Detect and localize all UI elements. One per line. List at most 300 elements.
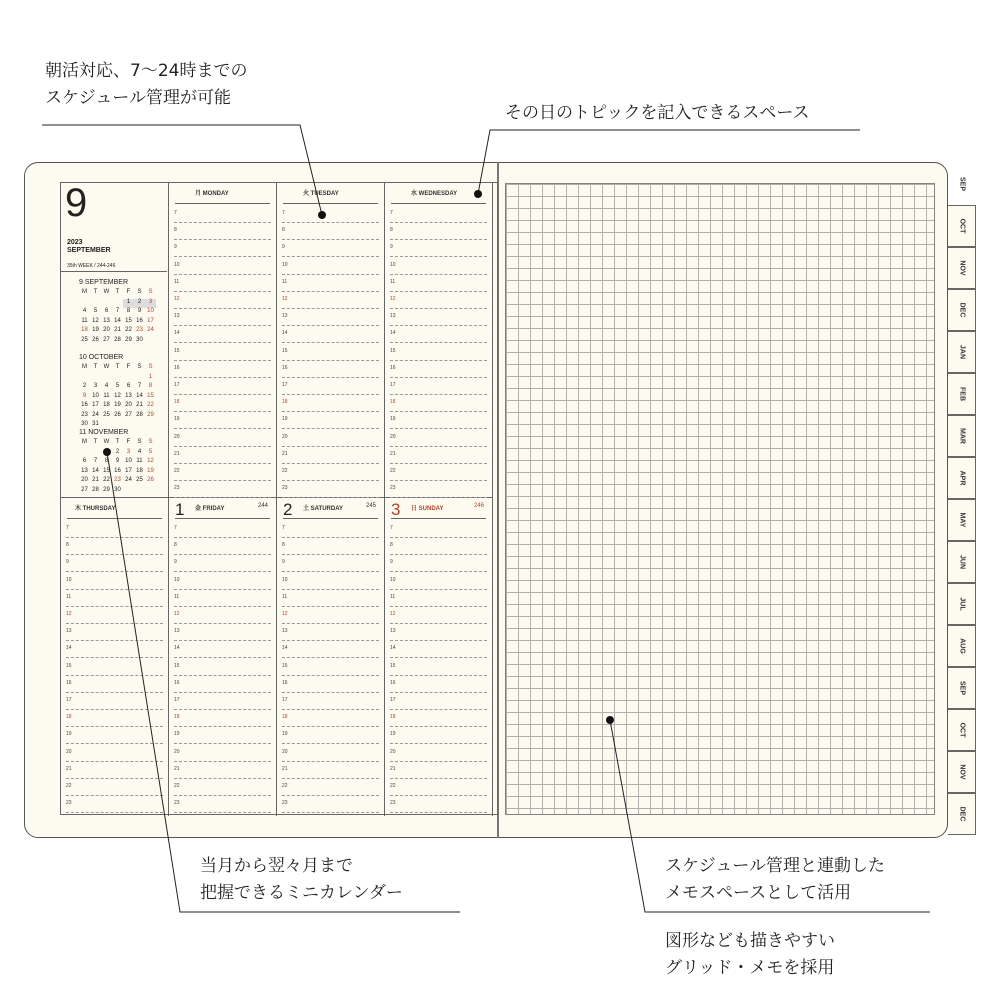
weekday-label: T	[93, 289, 98, 295]
weekday-label: M	[82, 439, 87, 445]
hour-label: 20	[282, 433, 288, 440]
hour-label: 12	[390, 296, 396, 302]
weekday-label: S	[148, 289, 153, 295]
calendar-day[interactable]: 17	[92, 402, 99, 408]
hour-label: 7	[390, 525, 393, 531]
calendar-day[interactable]: 1	[123, 299, 134, 309]
calendar-day[interactable]: 18	[136, 467, 143, 474]
hour-label: 18	[66, 714, 72, 721]
hour-label: 16	[282, 364, 288, 371]
hour-label: 16	[66, 679, 72, 686]
calendar-day[interactable]	[134, 487, 145, 497]
month-tab-label: OCT	[958, 218, 965, 234]
hour-label: 20	[390, 748, 396, 755]
calendar-day[interactable]: 1	[148, 373, 153, 380]
hour-label: 14	[390, 330, 396, 337]
hour-label: 9	[66, 559, 69, 566]
day-date: 3	[391, 500, 401, 519]
hour-label: 21	[282, 765, 288, 772]
calendar-day[interactable]: 27	[103, 336, 110, 343]
hour-label: 22	[390, 783, 396, 789]
month-tab-label: APR	[958, 470, 965, 486]
hour-label: 12	[174, 611, 180, 617]
weekday-label: M	[82, 364, 87, 370]
hour-label: 11	[174, 278, 180, 285]
month-tab-label: NOV	[958, 260, 965, 276]
hour-label: 8	[282, 227, 285, 234]
day-of-year: 244	[257, 503, 268, 509]
hour-label: 13	[66, 628, 72, 635]
hour-label: 23	[66, 800, 72, 807]
calendar-day[interactable]: 3	[126, 448, 131, 455]
calendar-day[interactable]: 29	[103, 486, 110, 493]
calendar-day[interactable]: 23	[114, 477, 121, 483]
calendar-day[interactable]	[101, 374, 112, 384]
hour-label: 21	[174, 450, 180, 457]
calendar-day[interactable]: 5	[93, 308, 98, 314]
calendar-day[interactable]: 6	[104, 308, 109, 314]
hour-label: 9	[174, 244, 177, 251]
hour-label: 17	[174, 382, 180, 388]
weekday-label: S	[137, 439, 142, 445]
calendar-day[interactable]: 14	[92, 467, 99, 474]
hour-label: 8	[174, 227, 177, 234]
calendar-day[interactable]: 6	[126, 383, 131, 389]
month-tab-label: FEB	[958, 387, 965, 401]
calendar-day[interactable]: 18	[81, 327, 88, 333]
hour-label: 15	[282, 347, 288, 354]
calendar-day[interactable]	[79, 374, 90, 384]
hour-label: 22	[282, 783, 288, 789]
hour-label: 11	[174, 593, 180, 600]
weekday-header	[79, 289, 156, 299]
calendar-day[interactable]: 23	[81, 411, 88, 418]
calendar-day[interactable]: 17	[147, 317, 154, 324]
calendar-week	[79, 308, 156, 318]
hour-label: 10	[282, 261, 288, 268]
hour-label: 14	[282, 330, 288, 337]
hour-label: 15	[282, 662, 288, 669]
mini-calendar	[79, 429, 156, 496]
hour-label: 22	[390, 468, 396, 474]
hour-label: 16	[282, 679, 288, 686]
calendar-day[interactable]	[123, 374, 134, 384]
hour-label: 22	[282, 468, 288, 474]
weekday-label: W	[103, 289, 110, 295]
month-tab-label: JUL	[958, 597, 965, 611]
calendar-day[interactable]	[90, 449, 101, 459]
calendar-day[interactable]: 13	[81, 467, 88, 474]
mini-calendar-title: 10 OCTOBER	[79, 354, 124, 361]
weekday-label: F	[126, 439, 131, 445]
calendar-day[interactable]: 16	[114, 467, 121, 474]
calendar-day[interactable]: 30	[114, 486, 121, 493]
calendar-day[interactable]: 2	[134, 299, 145, 309]
mini-calendar-title: 9 SEPTEMBER	[79, 279, 129, 286]
month-tab-label: SEP	[958, 176, 966, 192]
hour-label: 21	[66, 765, 72, 772]
annotation-line: 朝活対応、7〜24時までの	[45, 61, 248, 81]
hour-label: 7	[66, 525, 69, 531]
hour-label: 12	[282, 611, 288, 617]
annotation-topic: その日のトピックを記入できるスペース	[505, 103, 810, 123]
calendar-day[interactable]: 26	[147, 477, 154, 483]
hour-label: 9	[390, 244, 393, 251]
calendar-day[interactable]: 16	[136, 317, 143, 324]
month-tab-label: AUG	[958, 638, 965, 654]
hour-label: 23	[174, 485, 180, 492]
calendar-day[interactable]: 3	[145, 299, 156, 309]
month-tab-label: DEC	[958, 302, 965, 318]
calendar-week	[79, 318, 156, 328]
calendar-day[interactable]: 8	[126, 308, 131, 314]
calendar-day[interactable]: 17	[125, 467, 132, 474]
weekday-label: S	[137, 364, 142, 370]
weekday-label: S	[137, 289, 142, 295]
calendar-day[interactable]: 20	[81, 477, 88, 483]
callout-dot	[474, 190, 482, 198]
calendar-day[interactable]: 20	[125, 402, 132, 408]
hour-label: 7	[174, 525, 177, 531]
hour-label: 7	[390, 210, 393, 216]
calendar-day[interactable]: 26	[92, 336, 99, 343]
calendar-day[interactable]: 10	[92, 392, 99, 399]
hour-label: 21	[174, 765, 180, 772]
hour-label: 23	[174, 800, 180, 807]
hour-label: 19	[390, 731, 396, 738]
hour-label: 10	[282, 576, 288, 583]
hour-label: 10	[390, 261, 396, 268]
calendar-day[interactable]	[79, 449, 90, 459]
calendar-day[interactable]	[134, 374, 145, 384]
hour-label: 12	[174, 296, 180, 302]
hour-label: 11	[282, 593, 288, 600]
hour-label: 19	[66, 731, 72, 738]
calendar-week	[79, 458, 156, 468]
calendar-day[interactable]: 19	[147, 467, 154, 474]
hour-label: 18	[282, 714, 288, 721]
calendar-week	[79, 412, 156, 422]
hour-label: 18	[390, 399, 396, 406]
calendar-day[interactable]: 15	[147, 392, 154, 399]
weekday-label: W	[103, 364, 110, 370]
calendar-day[interactable]: 7	[137, 383, 142, 389]
calendar-day[interactable]: 14	[114, 317, 121, 324]
calendar-day[interactable]: 30	[136, 336, 143, 343]
calendar-day[interactable]: 22	[147, 402, 154, 408]
calendar-day[interactable]: 15	[103, 467, 110, 474]
hour-label: 15	[174, 662, 180, 669]
calendar-day[interactable]: 16	[81, 402, 88, 408]
hour-label: 15	[66, 662, 72, 669]
hour-label: 9	[390, 559, 393, 566]
annotation-line: スケジュール管理が可能	[45, 88, 231, 108]
hour-label: 20	[174, 748, 180, 755]
calendar-day[interactable]: 14	[136, 392, 143, 399]
calendar-week	[79, 449, 156, 459]
hour-label: 20	[174, 433, 180, 440]
calendar-day[interactable]: 9	[137, 308, 142, 314]
day-name: 金 FRIDAY	[195, 506, 225, 512]
hour-label: 16	[174, 364, 180, 371]
calendar-day[interactable]: 18	[103, 402, 110, 408]
calendar-day[interactable]: 2	[115, 448, 120, 455]
annotation-line: 把握できるミニカレンダー	[200, 883, 403, 903]
day-name: 木 THURSDAY	[75, 506, 116, 512]
hour-label: 23	[390, 485, 396, 492]
hour-label: 16	[174, 679, 180, 686]
hour-label: 19	[390, 416, 396, 423]
hour-label: 8	[174, 542, 177, 549]
calendar-day[interactable]: 25	[81, 336, 88, 343]
weekday-header	[79, 364, 156, 374]
day-name: 日 SUNDAY	[411, 506, 444, 512]
hour-label: 10	[66, 576, 72, 583]
calendar-day[interactable]: 4	[104, 383, 109, 389]
month-tab-label: MAR	[958, 428, 965, 444]
calendar-day[interactable]: 24	[92, 411, 99, 418]
weekday-label: M	[82, 289, 87, 295]
month-tab-label: DEC	[958, 806, 965, 822]
calendar-day[interactable]: 11	[103, 392, 110, 399]
calendar-week	[79, 487, 156, 497]
hour-label: 8	[390, 542, 393, 549]
hour-label: 22	[174, 783, 180, 789]
calendar-day[interactable]: 21	[136, 402, 143, 408]
calendar-day[interactable]: 25	[136, 477, 143, 483]
weekday-label: T	[115, 364, 120, 370]
calendar-day[interactable]: 20	[103, 327, 110, 333]
day-name: 火 TUESDAY	[303, 191, 339, 197]
calendar-day[interactable]: 21	[92, 477, 99, 483]
month-name: SEPTEMBER	[67, 247, 111, 254]
calendar-day[interactable]: 28	[136, 411, 143, 418]
day-date: 1	[175, 500, 185, 519]
annotation-line: スケジュール管理と連動した	[665, 856, 885, 876]
calendar-day[interactable]: 11	[136, 458, 143, 464]
hour-label: 18	[390, 714, 396, 721]
calendar-day[interactable]: 13	[125, 392, 132, 399]
calendar-day[interactable]: 28	[114, 336, 121, 343]
hour-label: 18	[174, 714, 180, 721]
calendar-day[interactable]	[90, 374, 101, 384]
year: 2023	[67, 239, 83, 246]
calendar-day[interactable]: 31	[92, 421, 99, 427]
hour-label: 21	[390, 450, 396, 457]
calendar-day[interactable]: 27	[81, 486, 88, 493]
calendar-day[interactable]: 13	[103, 317, 110, 324]
annotation-line: メモスペースとして活用	[665, 883, 852, 903]
hour-label: 14	[390, 645, 396, 652]
calendar-day[interactable]: 9	[82, 392, 87, 399]
calendar-day[interactable]: 28	[92, 486, 99, 493]
hour-label: 9	[174, 559, 177, 566]
callout-dot	[606, 716, 614, 724]
calendar-day[interactable]	[79, 299, 90, 309]
hour-label: 21	[390, 765, 396, 772]
annotation-line: 図形なども描きやすい	[665, 931, 835, 951]
calendar-week	[79, 402, 156, 412]
hour-label: 8	[282, 542, 285, 549]
month-tab-label: OCT	[958, 722, 965, 738]
calendar-day[interactable]: 7	[115, 308, 120, 314]
annotation-line: 当月から翌々月まで	[200, 856, 353, 876]
hour-label: 14	[174, 645, 180, 652]
weekday-label: S	[148, 439, 153, 445]
hour-label: 20	[390, 433, 396, 440]
calendar-day[interactable]: 29	[147, 411, 154, 418]
hour-label: 17	[174, 697, 180, 703]
calendar-day[interactable]: 27	[125, 411, 132, 418]
calendar-day[interactable]: 19	[114, 402, 121, 408]
day-name: 月 MONDAY	[195, 191, 229, 197]
hour-label: 11	[66, 593, 72, 600]
day-date: 2	[283, 500, 293, 519]
calendar-day[interactable]: 8	[148, 383, 153, 389]
hour-label: 16	[390, 679, 396, 686]
hour-label: 18	[174, 399, 180, 406]
calendar-day[interactable]: 1	[104, 448, 109, 455]
hour-label: 13	[390, 313, 396, 320]
weekday-label: T	[93, 364, 98, 370]
calendar-day[interactable]: 15	[125, 317, 132, 324]
calendar-day[interactable]: 5	[115, 383, 120, 389]
calendar-day[interactable]: 6	[82, 458, 87, 464]
calendar-day[interactable]	[101, 299, 112, 309]
hour-label: 15	[390, 347, 396, 354]
calendar-day[interactable]: 12	[92, 317, 99, 324]
hour-label: 7	[174, 210, 177, 216]
calendar-day[interactable]: 5	[148, 448, 153, 455]
hour-label: 22	[174, 468, 180, 474]
calendar-day[interactable]: 10	[125, 458, 132, 464]
calendar-day[interactable]: 24	[147, 327, 154, 333]
week-number: 35th WEEK / 244-246	[67, 263, 116, 269]
calendar-day[interactable]: 23	[136, 327, 143, 333]
hour-label: 19	[282, 416, 288, 423]
hour-label: 22	[66, 783, 72, 789]
weekday-header	[79, 439, 156, 449]
hour-label: 17	[282, 382, 288, 388]
calendar-day[interactable]: 22	[103, 477, 110, 483]
hour-label: 7	[282, 210, 285, 216]
calendar-day[interactable]: 2	[82, 383, 87, 389]
calendar-day[interactable]: 10	[147, 308, 154, 314]
hour-label: 8	[390, 227, 393, 234]
hour-label: 11	[390, 278, 396, 285]
hour-label: 14	[66, 645, 72, 652]
hour-label: 15	[174, 347, 180, 354]
hour-label: 19	[174, 416, 180, 423]
calendar-week	[79, 299, 156, 309]
calendar-day[interactable]	[112, 299, 123, 309]
calendar-day[interactable]	[123, 487, 134, 497]
calendar-day[interactable]	[145, 337, 156, 347]
calendar-week	[79, 337, 156, 347]
mini-calendar-title: 11 NOVEMBER	[79, 429, 129, 436]
hour-label: 7	[282, 525, 285, 531]
calendar-day[interactable]: 8	[104, 458, 109, 464]
hour-label: 17	[390, 382, 396, 388]
hour-label: 12	[66, 611, 72, 617]
hour-label: 13	[174, 628, 180, 635]
calendar-day[interactable]: 4	[82, 308, 87, 314]
calendar-day[interactable]: 9	[115, 458, 120, 464]
calendar-week	[79, 477, 156, 487]
hour-label: 11	[282, 278, 288, 285]
callout-dot	[318, 211, 326, 219]
day-name: 水 WEDNESDAY	[411, 191, 458, 197]
month-tab-label: JUN	[958, 554, 965, 570]
month-tab-label: MAY	[958, 512, 965, 528]
hour-label: 20	[66, 748, 72, 755]
calendar-day[interactable]: 12	[147, 458, 154, 464]
hour-label: 19	[174, 731, 180, 738]
calendar-day[interactable]: 19	[92, 327, 99, 333]
hour-label: 11	[390, 593, 396, 600]
hour-label: 15	[390, 662, 396, 669]
calendar-week	[79, 374, 156, 384]
calendar-week	[79, 383, 156, 393]
weekday-label: F	[126, 289, 131, 295]
hour-label: 14	[282, 645, 288, 652]
calendar-day[interactable]: 12	[114, 392, 121, 399]
hour-label: 8	[66, 542, 69, 549]
hour-label: 19	[282, 731, 288, 738]
hour-label: 14	[174, 330, 180, 337]
calendar-week	[79, 327, 156, 337]
hour-label: 10	[390, 576, 396, 583]
hour-label: 13	[390, 628, 396, 635]
calendar-day[interactable]: 4	[137, 448, 142, 455]
hour-label: 13	[282, 313, 288, 320]
calendar-day[interactable]: 7	[93, 458, 98, 464]
mini-calendar	[79, 279, 156, 346]
day-name: 土 SATURDAY	[303, 506, 344, 512]
annotation-line: グリッド・メモを採用	[665, 958, 835, 978]
hour-label: 17	[390, 697, 396, 703]
day-of-year: 245	[365, 503, 376, 509]
calendar-day[interactable]: 29	[125, 336, 132, 343]
weekday-label: T	[115, 439, 120, 445]
calendar-day[interactable]: 30	[81, 421, 88, 427]
hour-label: 13	[174, 313, 180, 320]
hour-label: 16	[390, 364, 396, 371]
calendar-day[interactable]	[145, 487, 156, 497]
month-number: 9	[65, 181, 88, 225]
calendar-day[interactable]: 25	[103, 411, 110, 418]
calendar-day[interactable]: 22	[125, 327, 132, 333]
month-tab-label: SEP	[958, 680, 965, 696]
weekday-label: S	[148, 364, 153, 370]
calendar-day[interactable]: 3	[93, 383, 98, 389]
calendar-day[interactable]	[112, 374, 123, 384]
weekday-label: F	[126, 364, 131, 370]
hour-label: 9	[282, 559, 285, 566]
hour-label: 18	[282, 399, 288, 406]
hour-label: 10	[174, 261, 180, 268]
calendar-day[interactable]	[90, 299, 101, 309]
hour-label: 10	[174, 576, 180, 583]
hour-label: 23	[390, 800, 396, 807]
calendar-day[interactable]: 11	[81, 317, 88, 324]
mini-calendar	[79, 354, 156, 431]
hour-label: 23	[282, 800, 288, 807]
calendar-day[interactable]: 21	[114, 327, 121, 333]
calendar-day[interactable]: 26	[114, 411, 121, 418]
calendar-day[interactable]: 24	[125, 477, 132, 483]
hour-label: 21	[282, 450, 288, 457]
